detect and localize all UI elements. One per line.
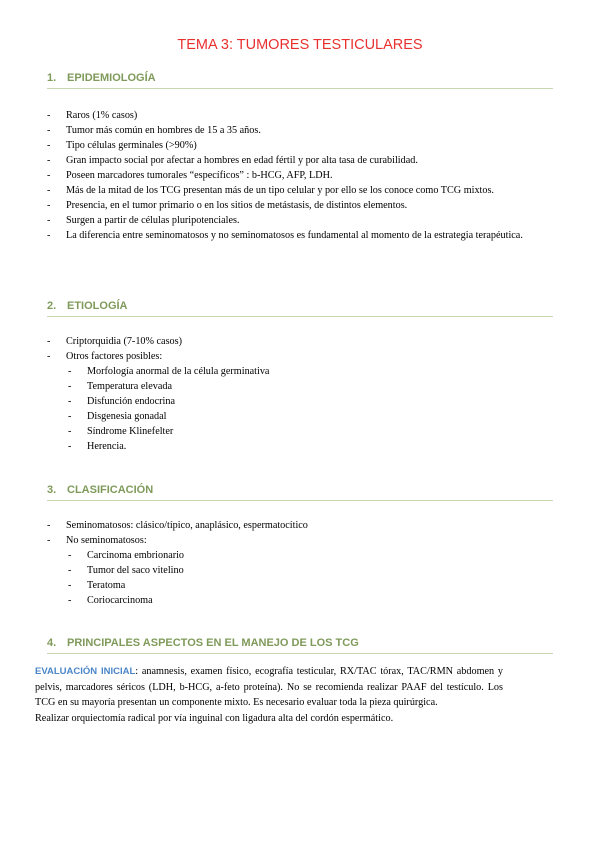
surgery-paragraph: Realizar orquiectomía radical por vía inguinal con ligadura alta del cordón espermático. [35, 712, 394, 724]
list-item: - Síndrome Klinefelter [68, 426, 174, 437]
list-item: - Disfunción endocrina [68, 396, 175, 407]
list-item: - Tipo células germinales (>90%) [47, 140, 197, 151]
section-heading [47, 481, 553, 501]
page-title: TEMA 3: TUMORES TESTICULARES [177, 37, 423, 53]
list-item: - Tumor más común en hombres de 15 a 35 años. [47, 125, 261, 136]
list-item: - Teratoma [68, 580, 126, 591]
section-clasificacion [47, 481, 553, 608]
section-number: 3. [47, 484, 57, 496]
section-number: 4. [47, 637, 57, 649]
list-item: - Carcinoma embrionario [68, 550, 185, 561]
section-epidemiologia [47, 69, 553, 243]
list-item: - Tumor del saco vitelino [68, 565, 184, 576]
section-title: ETIOLOGÍA [67, 300, 128, 312]
section-manejo-body [35, 664, 503, 726]
bullet-list [47, 518, 553, 548]
list-item: - Coriocarcinoma [68, 595, 153, 606]
sub-bullet-list [47, 548, 553, 608]
list-item: - Herencia. [68, 441, 127, 452]
paragraph-text: : anamnesis, examen físico, ecografía testicular, RX/TAC tórax, TAC/RMN abdomen y pelvis, marcadores séricos (LDH, b-HCG, a-feto proteína). No se recomienda realizar PAAF del testículo. Los TCG en su mayoría presentan un componente mixto. Es necesario evaluar toda la pieza quirúrgica. [35, 666, 503, 708]
list-item: - No seminomatosos: [47, 535, 147, 546]
list-item: - Más de la mitad de los TCG presentan más de un tipo celular y por ello se los conoce como TCG mixtos. [47, 185, 494, 196]
list-item: - La diferencia entre seminomatosos y no seminomatosos es fundamental al momento de la estrategia terapéutica. [47, 230, 523, 241]
list-item: - Raros (1% casos) [47, 110, 138, 121]
bullet-list [47, 334, 553, 364]
lead-label: EVALUACIÓN INICIAL [35, 666, 136, 677]
section-etiologia [47, 297, 553, 454]
list-item: - Disgenesia gonadal [68, 411, 167, 422]
list-item: - Otros factores posibles: [47, 351, 163, 362]
list-item: - Seminomatosos: clásico/típico, anaplásico, espermatocítico [47, 520, 308, 531]
sub-bullet-list [47, 364, 553, 454]
section-heading [47, 634, 553, 654]
evaluation-paragraph [35, 664, 503, 711]
list-item: - Criptorquidia (7-10% casos) [47, 336, 182, 347]
list-item: - Temperatura elevada [68, 381, 172, 392]
list-item: - Surgen a partir de células pluripotenciales. [47, 215, 240, 226]
section-manejo [47, 634, 553, 654]
section-heading [47, 297, 553, 317]
section-title: PRINCIPALES ASPECTOS EN EL MANEJO DE LOS TCG [67, 637, 359, 649]
section-title: EPIDEMIOLOGÍA [67, 72, 156, 84]
list-item: - Presencia, en el tumor primario o en los sitios de metástasis, de distintos elementos. [47, 200, 408, 211]
section-number: 2. [47, 300, 57, 312]
list-item: - Gran impacto social por afectar a hombres en edad fértil y por alta tasa de curabilidad. [47, 155, 418, 166]
list-item: - Morfología anormal de la célula germinativa [68, 366, 270, 377]
section-heading [47, 69, 553, 89]
section-title: CLASIFICACIÓN [67, 484, 154, 496]
section-number: 1. [47, 72, 57, 84]
list-item: - Poseen marcadores tumorales “específicos” : b-HCG, AFP, LDH. [47, 170, 333, 181]
bullet-list [47, 108, 553, 243]
